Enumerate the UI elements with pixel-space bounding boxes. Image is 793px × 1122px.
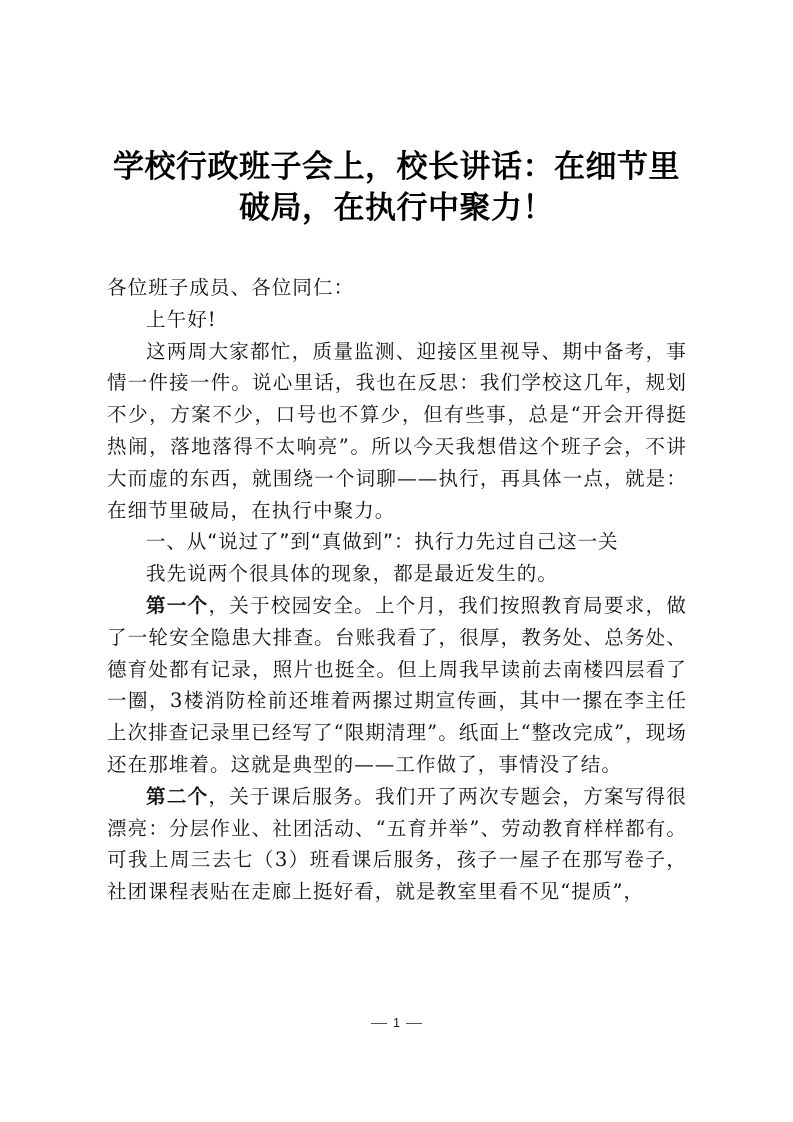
case-2-label: 第二个 (146, 784, 209, 808)
footer-dash-left (371, 1023, 387, 1024)
intro-paragraph: 这两周大家都忙，质量监测、迎接区里视导、期中备考，事情一件接一件。说心里话，我也在反思：我们学校这几年，规划不少，方案不少，口号也不算少，但有些事，总是“开会开得挺热闹，落地落得不太响亮”。所以今天我想借这个班子会，不讲大而虚的东西，就围绕一个词聊——执行，再具体一点，就是：在细节里破局，在执行中聚力。 (107, 339, 687, 522)
document-body (107, 272, 687, 908)
page-footer (0, 1015, 793, 1030)
case-1-paragraph (107, 590, 687, 781)
greeting: 上午好! (146, 307, 217, 331)
salutation: 各位班子成员、各位同仁： (107, 276, 355, 299)
case-1-label: 第一个 (146, 593, 209, 617)
document-title (100, 147, 693, 229)
page-number: 1 (392, 1015, 401, 1030)
case-1-text: ，关于校园安全。上个月，我们按照教育局要求，做了一轮安全隐患大排查。台账我看了，很厚，教务处、总务处、德育处都有记录，照片也挺全。但上周我早读前去南楼四层看了一圈，3楼消防栓前还堆着两摞过期宣传画，其中一摞在李主任上次排查记录里已经写了“限期清理”。纸面上“整改完成”，现场还在那堆着。这就是典型的——工作做了，事情没了结。 (107, 593, 687, 776)
case-2-paragraph (107, 781, 687, 908)
section-1-lead-paragraph: 我先说两个很具体的现象，都是最近发生的。 (146, 562, 559, 586)
title-line-2: 破局，在执行中聚力！ (239, 190, 554, 226)
case-2-text: ，关于课后服务。我们开了两次专题会，方案写得很漂亮：分层作业、社团活动、“五育并举”、劳动教育样样都有。可我上周三去七（3）班看课后服务，孩子一屋子在那写卷子，社团课程表贴在走廊上挺好看，就是教室里看不见“提质”， (107, 784, 687, 904)
title-line-1: 学校行政班子会上，校长讲话：在细节里 (113, 149, 680, 185)
section-heading-1: 一、从“说过了”到“真做到”：执行力先过自己这一关 (146, 530, 619, 554)
footer-dash-right (406, 1023, 422, 1024)
